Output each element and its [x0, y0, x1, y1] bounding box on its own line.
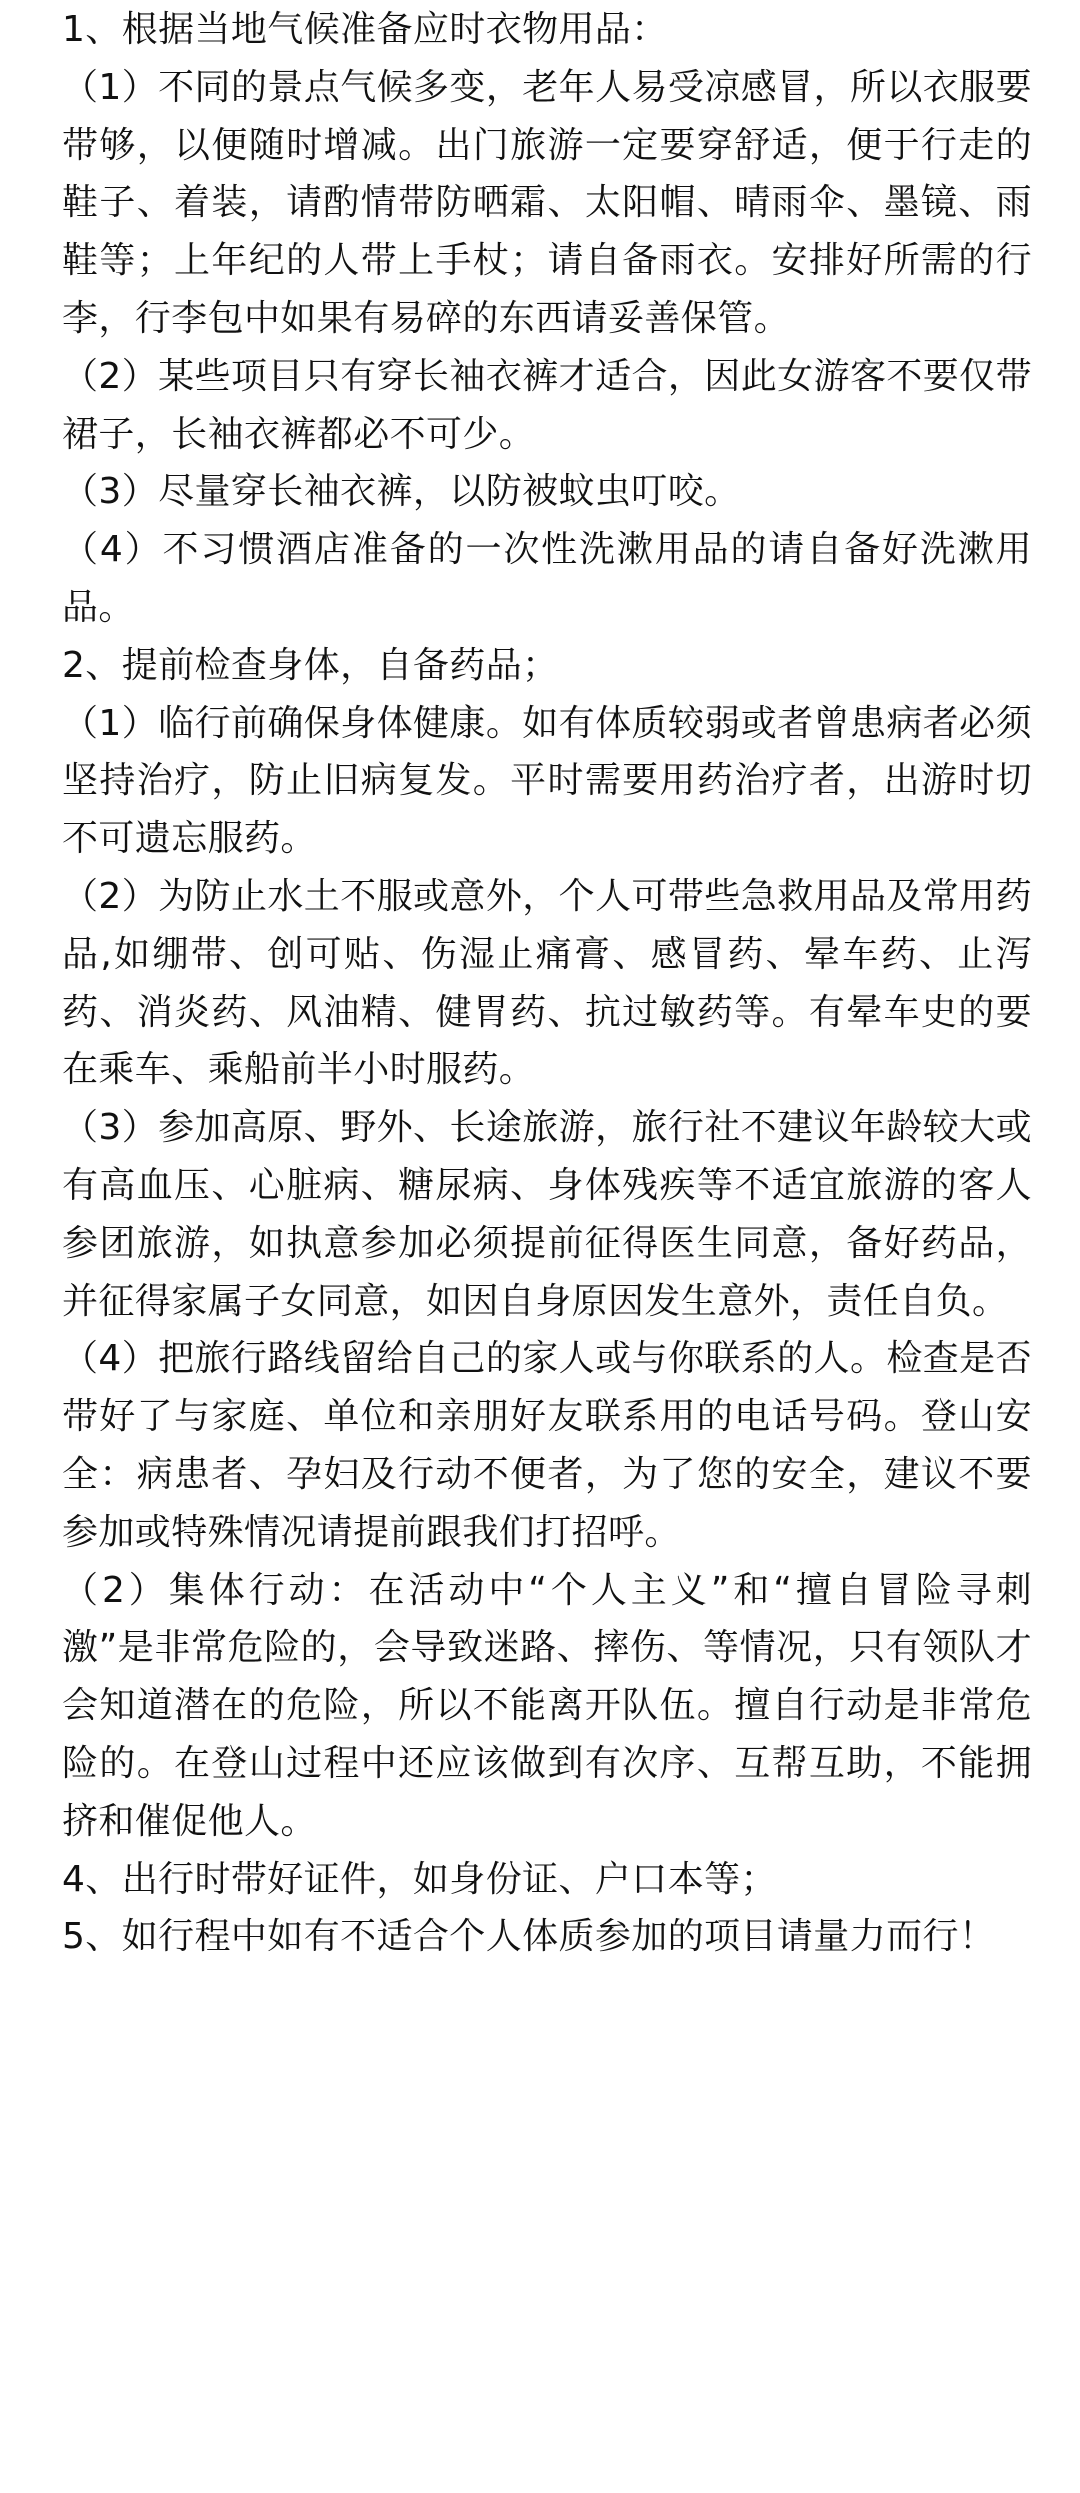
heading-1-clothing: 1、根据当地气候准备应时衣物用品： — [62, 9, 668, 50]
item-1-4-toiletries: （4）不习惯酒店准备的一次性洗漱用品的请自备好洗漱用品。 — [62, 529, 1032, 628]
item-1-1-climate: （1）不同的景点气候多变，老年人易受凉感冒，所以衣服要带够，以便随时增减。出门旅游一定要穿舒适，便于行走的鞋子、着装，请酌情带防晒霜、太阳帽、晴雨伞、墨镜、雨鞋等；上年纪的人带上手杖；请自备雨衣。安排好所需的行李，行李包中如果有易碎的东西请妥善保管。 — [62, 66, 1032, 339]
item-2-2-medicine: （2）为防止水土不服或意外，个人可带些急救用品及常用药品,如绷带、创可贴、伤湿止痛膏、感冒药、晕车药、止泻药、消炎药、风油精、健胃药、抗过敏药等。有晕车史的要在乘车、乘船前半小时服药。 — [62, 875, 1032, 1091]
item-2-4-route: （4）把旅行路线留给自己的家人或与你联系的人。检查是否带好了与家庭、单位和亲朋好友联系用的电话号码。登山安全：病患者、孕妇及行动不便者，为了您的安全，建议不要参加或特殊情况请提前跟我们打招呼。 — [62, 1338, 1032, 1553]
document-body — [62, 0, 1032, 1966]
item-2-3-plateau: （3）参加高原、野外、长途旅游，旅行社不建议年龄较大或有高血压、心脏病、糖尿病、身体残疾等不适宜旅游的客人参团旅游，如执意参加必须提前征得医生同意，备好药品，并征得家属子女同意，如因自身原因发生意外，责任自负。 — [62, 1107, 1032, 1322]
item-1-2-long-sleeves: （2）某些项目只有穿长袖衣裤才适合，因此女游客不要仅带裙子，长袖衣裤都必不可少。 — [62, 355, 1032, 455]
item-2-1-checkup: （1）临行前确保身体健康。如有体质较弱或者曾患病者必须坚持治疗，防止旧病复发。平时需要用药治疗者，出游时切不可遗忘服药。 — [62, 702, 1032, 860]
heading-5-fitness: 5、如行程中如有不适合个人体质参加的项目请量力而行！ — [62, 1916, 996, 1958]
heading-4-documents: 4、出行时带好证件，如身份证、户口本等； — [62, 1858, 777, 1900]
heading-2-health: 2、提前检查身体，自备药品； — [62, 644, 559, 686]
item-group-action: （2）集体行动：在活动中“个人主义”和“擅自冒险寻刺激”是非常危险的，会导致迷路、摔伤、等情况，只有领队才会知道潜在的危险，所以不能离开队伍。擅自行动是非常危险的。在登山过程中还应该做到有次序、互帮互助，不能拥挤和催促他人。 — [62, 1569, 1032, 1842]
item-1-3-insects: （3）尽量穿长袖衣裤，以防被蚊虫叮咬。 — [62, 471, 741, 513]
